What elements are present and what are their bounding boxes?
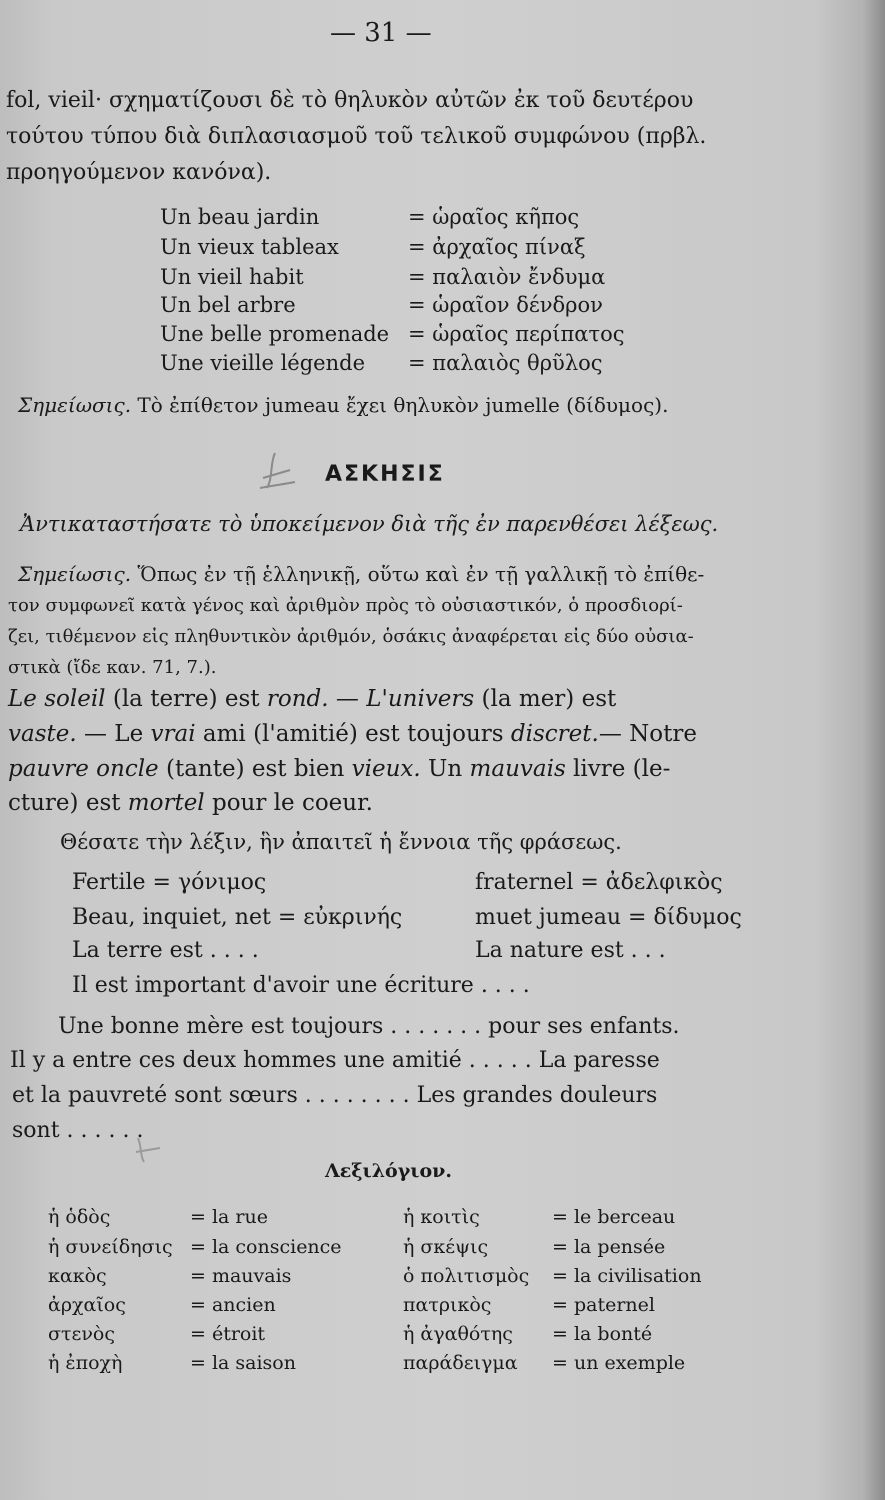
ex3-part-4: Un xyxy=(420,756,470,782)
fill-line-5: sont . . . . . . xyxy=(12,1118,144,1143)
ex1-part-6: (la mer) est xyxy=(474,686,617,712)
ex3-part-6: livre (le- xyxy=(565,756,671,782)
page-edge-shadow xyxy=(863,0,885,1500)
vocab-right-gr-1: ἡ κοιτὶς xyxy=(403,1206,480,1228)
vocab-right-fr-3: = la civilisation xyxy=(552,1265,702,1287)
ex2-part-5: discret. xyxy=(510,721,599,747)
ex2-part-1: vaste. xyxy=(8,721,77,747)
note-1-text: Τὸ ἐπίθετον jumeau ἔχει θηλυκὸν jumelle (δίδυμος). xyxy=(137,393,669,417)
ex1-part-1: Le soleil xyxy=(8,686,106,712)
example-gr-1: = ὡραῖος κῆπος xyxy=(408,205,580,229)
note-1-label: Σημείωσις. xyxy=(18,393,132,417)
example-fr-5: Une belle promenade xyxy=(160,322,390,346)
exercise-line-4 xyxy=(8,790,373,816)
fill-right-3: La nature est . . . xyxy=(475,938,666,963)
note-2-line-1 xyxy=(18,562,704,586)
note-1 xyxy=(18,393,668,417)
ex1-part-2: (la terre) est xyxy=(105,686,267,712)
ex1-part-5: L'univers xyxy=(366,686,475,712)
ex3-part-1: pauvre oncle xyxy=(8,756,159,782)
fill-left-3: La terre est . . . . xyxy=(72,938,259,963)
note-2-text-1: Ὅπως ἐν τῇ ἑλληνικῇ, οὕτω καὶ ἐν τῇ γαλλικῇ τὸ ἐπίθε- xyxy=(137,562,705,586)
vocab-left-gr-1: ἡ ὁδὸς xyxy=(48,1206,111,1228)
fill-instruction: Θέσατε τὴν λέξιν, ἣν ἀπαιτεῖ ἡ ἔννοια τῆς φράσεως. xyxy=(60,830,622,854)
note-2-line-3: ζει, τιθέμενον εἰς πληθυντικὸν ἀριθμόν, ὁσάκις ἀναφέρεται εἰς δύο οὐσια- xyxy=(8,626,694,647)
vocab-left-gr-6: ἡ ἐποχὴ xyxy=(48,1352,123,1374)
exercise-line-2 xyxy=(8,721,697,747)
vocab-right-gr-5: ἡ ἀγαθότης xyxy=(403,1323,513,1345)
ex2-part-6: — Notre xyxy=(598,721,697,747)
vocab-left-fr-4: = ancien xyxy=(190,1294,276,1316)
example-gr-6: = παλαιὸς θρῦλος xyxy=(408,351,603,375)
vocab-left-gr-3: κακὸς xyxy=(48,1265,107,1287)
vocab-right-fr-5: = la bonté xyxy=(552,1323,653,1345)
ex2-part-4: ami (l'amitié) est toujours xyxy=(195,721,511,747)
ex3-part-3: vieux. xyxy=(351,756,421,782)
example-fr-1: Un beau jardin xyxy=(160,205,320,229)
ex3-part-2: (tante) est bien xyxy=(158,756,352,782)
fill-line-1: Il est important d'avoir une écriture . . . . xyxy=(72,973,530,998)
vocab-right-fr-6: = un exemple xyxy=(552,1352,686,1374)
ex2-part-3: vrai xyxy=(150,721,196,747)
ex3-part-5: mauvais xyxy=(469,756,566,782)
fill-line-2: Une bonne mère est toujours . . . . . . . pour ses enfants. xyxy=(58,1014,680,1039)
example-gr-2: = ἀρχαῖος πίναξ xyxy=(408,235,586,259)
ex1-part-4: — xyxy=(328,686,367,712)
ex4-part-1: cture) est xyxy=(8,790,128,816)
example-fr-6: Une vieille légende xyxy=(160,351,365,375)
ex4-part-2: mortel xyxy=(127,790,205,816)
exercise-line-1 xyxy=(8,686,616,712)
example-gr-3: = παλαιὸν ἔνδυμα xyxy=(408,265,606,289)
note-2-line-2: τον συμφωνεῖ κατὰ γένος καὶ ἀριθμὸν πρὸς τὸ οὐσιαστικόν, ὁ προσδιορί- xyxy=(8,595,683,616)
note-2-line-4: στικὰ (ἴδε καν. 71, 7.). xyxy=(8,657,217,678)
fill-left-1: Fertile = γόνιμος xyxy=(72,870,267,895)
vocab-heading: Λεξιλόγιον. xyxy=(325,1160,452,1182)
vocab-right-gr-6: παράδειγμα xyxy=(403,1352,518,1374)
vocab-right-fr-4: = paternel xyxy=(552,1294,655,1316)
vocab-left-fr-2: = la conscience xyxy=(190,1236,342,1258)
intro-line-3: προηγούμενον κανόνα). xyxy=(6,160,272,185)
example-gr-5: = ὡραῖος περίπατος xyxy=(408,322,625,346)
ex2-part-2: — Le xyxy=(76,721,151,747)
vocab-left-gr-4: ἀρχαῖος xyxy=(48,1294,126,1316)
example-gr-4: = ὡραῖον δένδρον xyxy=(408,293,603,317)
ex4-part-3: pour le coeur. xyxy=(204,790,373,816)
example-fr-2: Un vieux tableax xyxy=(160,235,339,259)
fill-line-4: et la pauvreté sont sœurs . . . . . . . . Les grandes douleurs xyxy=(12,1083,658,1108)
example-fr-4: Un bel arbre xyxy=(160,293,296,317)
note-2-label: Σημείωσις. xyxy=(18,562,132,586)
vocab-right-fr-1: = le berceau xyxy=(552,1206,676,1228)
vocab-left-fr-1: = la rue xyxy=(190,1206,268,1228)
vocab-right-gr-2: ἡ σκέψις xyxy=(403,1236,489,1258)
vocab-left-gr-2: ἡ συνείδησις xyxy=(48,1236,173,1258)
vocab-left-fr-3: = mauvais xyxy=(190,1265,292,1287)
vocab-right-gr-4: πατρικὸς xyxy=(403,1294,492,1316)
intro-line-2: τούτου τύπου διὰ διπλασιασμοῦ τοῦ τελικοῦ συμφώνου (πρβλ. xyxy=(6,124,707,149)
vocab-left-fr-5: = étroit xyxy=(190,1323,266,1345)
fill-right-2: muet jumeau = δίδυμος xyxy=(475,905,742,930)
ex1-part-3: rond. xyxy=(266,686,329,712)
vocab-left-fr-6: = la saison xyxy=(190,1352,296,1374)
pencil-mark-2 xyxy=(130,1128,170,1168)
pencil-mark xyxy=(245,448,305,498)
fill-line-3: Il y a entre ces deux hommes une amitié . . . . . La paresse xyxy=(10,1048,660,1073)
fill-left-2: Beau, inquiet, net = εὐκρινής xyxy=(72,905,403,930)
page-number: — 31 — xyxy=(330,18,432,48)
vocab-left-gr-5: στενὸς xyxy=(48,1323,115,1345)
example-fr-3: Un vieil habit xyxy=(160,265,304,289)
exercise-instruction: Ἀντικαταστήσατε τὸ ὑποκείμενον διὰ τῆς ἐν παρενθέσει λέξεως. xyxy=(20,512,719,536)
vocab-right-fr-2: = la pensée xyxy=(552,1236,666,1258)
exercise-heading: ΑΣΚΗΣΙΣ xyxy=(325,462,445,487)
vocab-right-gr-3: ὁ πολιτισμὸς xyxy=(403,1265,530,1287)
intro-line-1: fol, vieil· σχηματίζουσι δὲ τὸ θηλυκὸν αὐτῶν ἐκ τοῦ δευτέρου xyxy=(6,88,694,113)
exercise-line-3 xyxy=(8,756,670,782)
fill-right-1: fraternel = ἀδελφικὸς xyxy=(475,870,723,895)
